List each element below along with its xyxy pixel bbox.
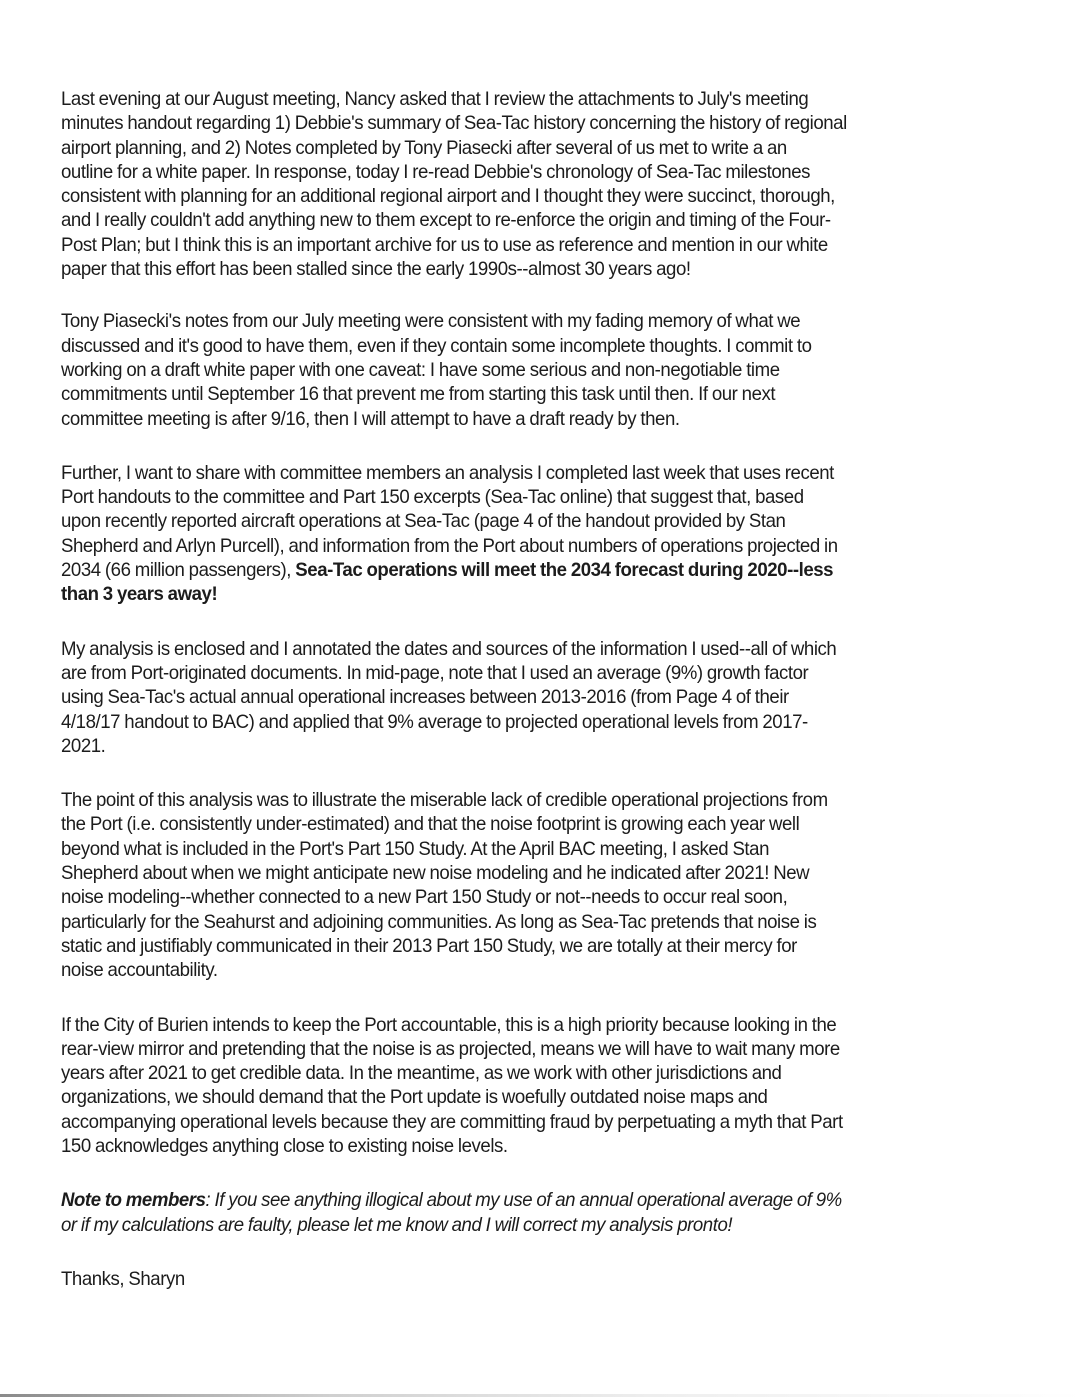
- forecast-highlight: Sea-Tac operations will meet the 2034 forecast during 2020--less: [295, 560, 834, 582]
- paragraph-analysis-point: [61, 789, 997, 983]
- text-line: noise modeling--whether connected to a new Part 150 Study or not--needs to occur real soon,: [61, 887, 788, 909]
- signoff-text: Thanks, Sharyn: [61, 1268, 185, 1290]
- text-regular: 2034 (66 million passengers),: [61, 560, 296, 582]
- text-line: or if my calculations are faulty, please let me know and I will correct my analysis pronto!: [61, 1214, 733, 1236]
- text-line: paper that this effort has been stalled since the early 1990s--almost 30 years ago!: [61, 259, 691, 281]
- signoff: [61, 1268, 997, 1292]
- text-line: My analysis is enclosed and I annotated the dates and sources of the information I used--all of which: [61, 638, 837, 660]
- paragraph-white-paper-commitment: [61, 310, 997, 431]
- text-line: minutes handout regarding 1) Debbie's summary of Sea-Tac history concerning the history of regional: [61, 113, 847, 135]
- text-line: consistent with planning for an additional regional airport and I thought they were succinct, thorough,: [61, 186, 835, 208]
- letter-body: [61, 88, 1026, 1321]
- text-line: beyond what is included in the Port's Part 150 Study. At the April BAC meeting, I asked Stan: [61, 838, 769, 860]
- text-line: Shepherd and Arlyn Purcell), and information from the Port about numbers of operations projected in: [61, 535, 838, 557]
- paragraph-meeting-review: [61, 88, 997, 282]
- text-line: are from Port-originated documents. In mid-page, note that I used an average (9%) growth factor: [61, 662, 809, 684]
- note-text: If you see anything illogical about my use of an annual operational average of 9%: [214, 1190, 842, 1212]
- text-line: organizations, we should demand that the Port update is woefully outdated noise maps and: [61, 1087, 768, 1109]
- text-line: noise accountability.: [61, 960, 218, 982]
- text-line: Further, I want to share with committee members an analysis I completed last week that uses recent: [61, 462, 834, 484]
- text-line: upon recently reported aircraft operations at Sea-Tac (page 4 of the handout provided by Stan: [61, 511, 786, 533]
- text-line: accompanying operational levels because they are committing fraud by perpetuating a myth that Part: [61, 1111, 843, 1133]
- text-line: rear-view mirror and pretending that the noise is as projected, means we will have to wait many more: [61, 1038, 840, 1060]
- forecast-highlight: than 3 years away!: [61, 584, 218, 606]
- text-line: committee meeting is after 9/16, then I will attempt to have a draft ready by then.: [61, 408, 680, 430]
- text-line: 4/18/17 handout to BAC) and applied that 9% average to projected operational levels from 2017-: [61, 711, 808, 733]
- text-line: Port handouts to the committee and Part 150 excerpts (Sea-Tac online) that suggest that, based: [61, 487, 804, 509]
- paragraph-analysis-method: [61, 638, 997, 759]
- note-to-members: [61, 1189, 997, 1238]
- text-line: Shepherd about when we might anticipate new noise modeling and he indicated after 2021! New: [61, 863, 810, 885]
- text-line: The point of this analysis was to illustrate the miserable lack of credible operational projections from: [61, 790, 828, 812]
- text-line: static and justifiably communicated in their 2013 Part 150 Study, we are totally at their mercy for: [61, 935, 797, 957]
- text-line: particularly for the Seahurst and adjoining communities. As long as Sea-Tac pretends that noise is: [61, 911, 817, 933]
- text-line: discussed and it's good to have them, even if they contain some incomplete thoughts. I commit to: [61, 335, 812, 357]
- text-line: [61, 1189, 997, 1213]
- text-line: Last evening at our August meeting, Nancy asked that I review the attachments to July's meeting: [61, 89, 809, 110]
- text-line: and I really couldn't add anything new to them except to re-enforce the origin and timing of the Four-: [61, 210, 831, 232]
- text-line: Tony Piasecki's notes from our July meeting were consistent with my fading memory of what we: [61, 311, 801, 333]
- text-line: 150 acknowledges anything close to existing noise levels.: [61, 1135, 508, 1157]
- text-line: airport planning, and 2) Notes completed by Tony Piasecki after several of us met to write a an: [61, 137, 787, 159]
- text-line: years after 2021 to get credible data. In the meantime, as we work with other jurisdictions and: [61, 1063, 782, 1085]
- text-line: working on a draft white paper with one caveat: I have some serious and non-negotiable time: [61, 359, 780, 381]
- note-label: Note to members: [61, 1190, 206, 1212]
- text-line: If the City of Burien intends to keep the Port accountable, this is a high priority because looking in the: [61, 1014, 837, 1036]
- text-line: [61, 559, 997, 583]
- text-line: using Sea-Tac's actual annual operational increases between 2013-2016 (from Page 4 of their: [61, 687, 789, 709]
- paragraph-accountability: [61, 1014, 997, 1160]
- note-colon: :: [205, 1190, 215, 1212]
- paragraph-analysis-share: [61, 462, 997, 608]
- text-line: 2021.: [61, 735, 106, 757]
- text-line: outline for a white paper. In response, today I re-read Debbie's chronology of Sea-Tac milestones: [61, 161, 810, 183]
- text-line: Post Plan; but I think this is an important archive for us to use as reference and mention in our white: [61, 234, 828, 256]
- text-line: the Port (i.e. consistently under-estimated) and that the noise footprint is growing each year well: [61, 814, 800, 836]
- text-line: commitments until September 16 that prevent me from starting this task until then. If our next: [61, 384, 776, 406]
